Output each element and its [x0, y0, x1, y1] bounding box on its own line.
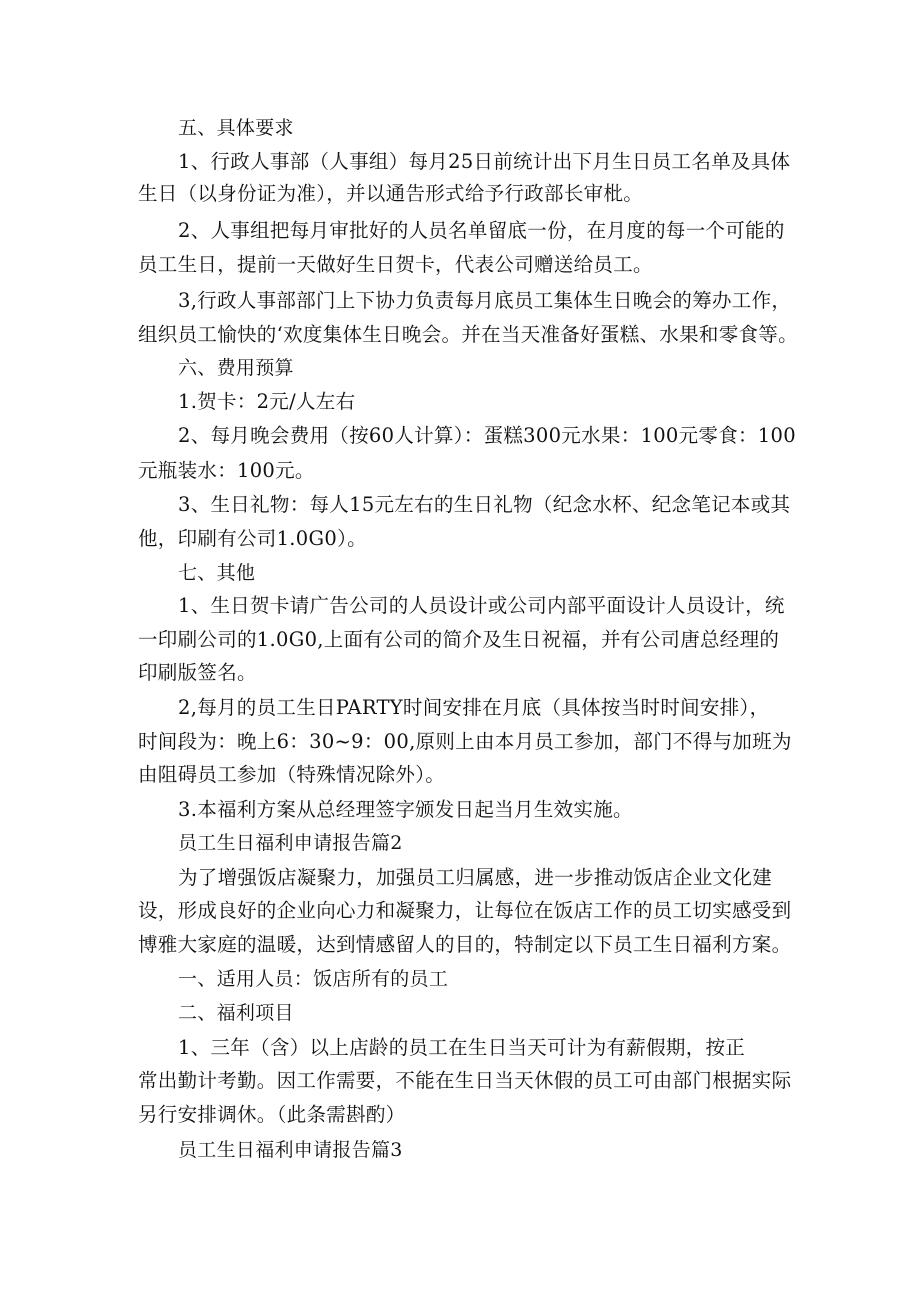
paragraph-line: 1、行政人事部（人事组）每月25日前统计出下月生日员工名单及具体 [178, 150, 791, 173]
paragraph-line: 1、生日贺卡请广告公司的人员设计或公司内部平面设计人员设计，统 [178, 594, 785, 617]
paragraph-line: 博雅大家庭的温暖，达到情感留人的目的，特制定以下员工生日福利方案。 [138, 933, 792, 956]
paragraph-line: 印刷版签名。 [138, 661, 257, 684]
paragraph-line: 生日（以身份证为准），并以通告形式给予行政部长审枇。 [138, 182, 644, 205]
paragraph-line: 1.贺卡：2元/人左右 [178, 390, 356, 413]
paragraph-line: 另行安排调休。（此条需斟酌） [138, 1103, 406, 1126]
section-heading-budget: 六、费用预算 [178, 357, 294, 379]
section-heading-scope: 一、适用人员：饭店所有的员工 [178, 968, 449, 990]
paragraph-line: 2,每月的员工生日PARTY时间安排在月底（具体按当时时间安排）， [178, 696, 770, 719]
report-heading-3: 员工生日福利申请报告篇3 [178, 1139, 403, 1161]
paragraph-line: 他，印刷有公司1.0G0）。 [138, 527, 367, 550]
section-heading-requirements: 五、具体要求 [178, 117, 294, 139]
paragraph-line: 3,行政人事部部门上下协力负责每月底员工集体生日晚会的筹办工作， [178, 289, 792, 312]
paragraph-line: 时间段为：晚上6：30~9：00,原则上由本月员工参加，部门不得与加班为 [138, 730, 792, 753]
paragraph-line: 3、生日礼物：每人15元左右的生日礼物（纪念水杯、纪念笔记本或其 [178, 493, 791, 516]
paragraph-line: 3.本福利方案从总经理签字颁发日起当月生效实施。 [178, 798, 633, 821]
paragraph-line: 组织员工愉快的‘欢度集体生日晚会。并在当天准备好蛋糕、水果和零食等。 [138, 323, 798, 346]
paragraph-line: 员工生日，提前一天做好生日贺卡，代表公司赠送给员工。 [138, 253, 653, 276]
paragraph-line: 元瓶装水：100元。 [138, 459, 315, 482]
paragraph-line: 1、三年（含）以上店龄的员工在生日当天可计为有薪假期，按正 [178, 1036, 746, 1059]
paragraph-line: 一印刷公司的1.0G0,上面有公司的简介及生日祝福，并有公司唐总经理的 [138, 628, 780, 651]
paragraph-line: 2、每月晚会费用（按60人计算）：蛋糕300元水果：100元零食：100 [178, 424, 796, 447]
paragraph-line: 由阻碍员工参加（特殊情况除外）。 [138, 763, 446, 786]
section-heading-items: 二、福利项目 [178, 1002, 294, 1024]
report-heading-2: 员工生日福利申请报告篇2 [178, 832, 403, 854]
paragraph-line: 2、人事组把每月审批好的人员名单留底一份，在月度的每一个可能的 [178, 219, 785, 242]
paragraph-line: 为了增强饭店凝聚力，加强员工归属感，进一步推动饭店企业文化建 [178, 866, 773, 889]
paragraph-line: 设，形成良好的企业向心力和凝聚力，让每位在饭店工作的员工切实感受到 [138, 899, 792, 922]
section-heading-other: 七、其他 [178, 562, 256, 584]
paragraph-line: 常出勤计考勤。因工作需要，不能在生日当天休假的员工可由部门根据实际 [138, 1069, 792, 1092]
